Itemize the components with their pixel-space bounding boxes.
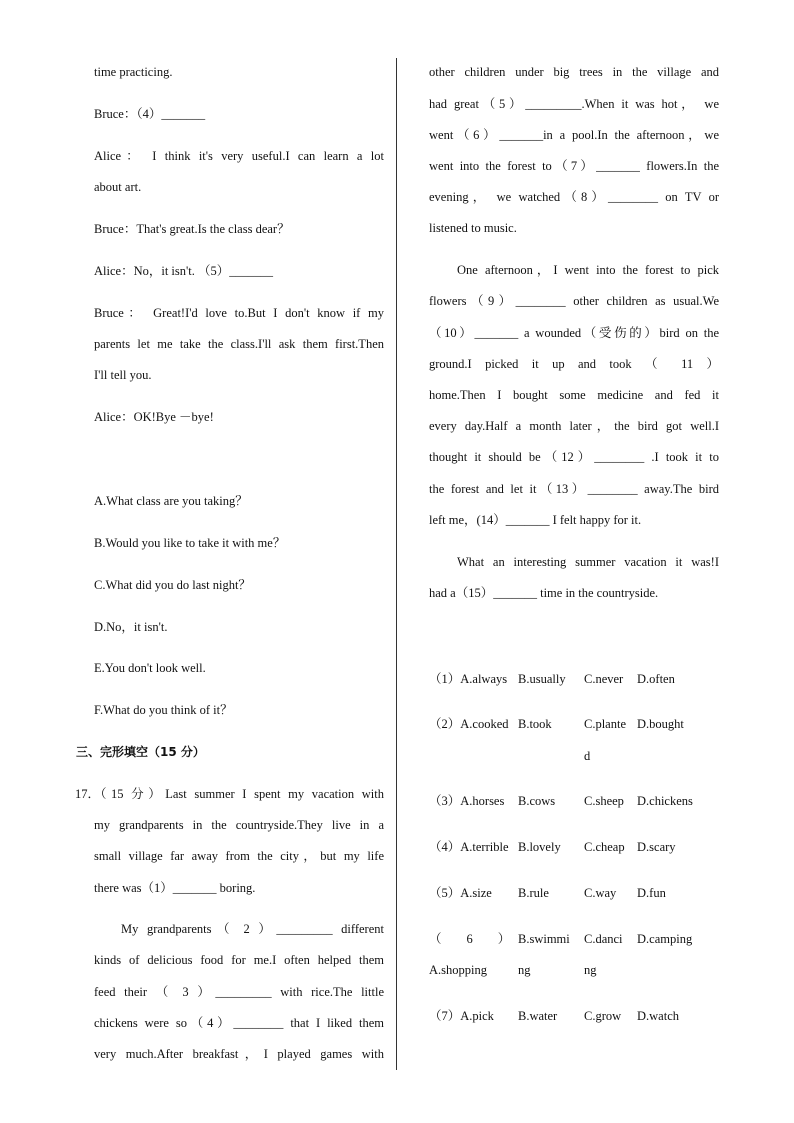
passage-line: feed their （ 3 ）_________ with rice.The little (94, 985, 384, 999)
dialogue-line: I'll tell you. (94, 368, 152, 382)
dialogue-line: parents let me take the class.I'll ask them first.Then (94, 337, 384, 351)
column-divider (396, 58, 397, 1070)
question-number: 17． (75, 787, 101, 801)
passage-line: chickens were so（4）________ that I liked them (94, 1016, 384, 1030)
option-row-2: （2）A.cooked B.took C.plante D.bought (429, 717, 684, 731)
passage-line: One afternoon，I went into the forest to pick (457, 263, 719, 277)
passage-line: What an interesting summer vacation it was!I (457, 555, 719, 569)
passage-line: kinds of delicious food for me.I often helped them (94, 953, 384, 967)
option-row-2-wrap: d (584, 749, 591, 763)
dialogue-line: time practicing. (94, 65, 173, 79)
choice-b: B.Would you like to take it with me？ (94, 536, 286, 550)
choice-f: F.What do you think of it？ (94, 703, 233, 717)
passage-line: ground.I picked it up and took （ 11 ） (429, 357, 719, 371)
passage-line: went（6）_______in a pool.In the afternoon，we (429, 128, 719, 142)
passage-line: My grandparents（ 2 ）_________ different (121, 922, 384, 936)
section-heading: 三、完形填空（15 分） (76, 745, 205, 759)
choice-a: A.What class are you taking？ (94, 494, 248, 508)
dialogue-line: Alice：OK!Bye －bye! (94, 410, 214, 424)
option-row-4: （4）A.terrible B.lovely C.cheap D.scary (429, 840, 676, 854)
passage-line: had a（15）_______ time in the countryside. (429, 586, 659, 600)
passage-line: left me，(14）_______ I felt happy for it. (429, 513, 642, 527)
option-row-1: （1）A.always B.usually C.never D.often (429, 672, 675, 686)
choice-c: C.What did you do last night？ (94, 578, 251, 592)
passage-line: the forest and let it（13）________ away.The bird (429, 482, 719, 496)
dialogue-line: Bruce： Great!I'd love to.But I don't know if my (94, 306, 384, 320)
passage-line: （10）_______ a wounded（受伤的）bird on the (429, 326, 719, 340)
passage-line: very much.After breakfast，I played games with (94, 1047, 384, 1061)
choice-e: E.You don't look well. (94, 661, 206, 675)
dialogue-line: Alice： I think it's very useful.I can learn a lot (94, 149, 384, 163)
choice-d: D.No，it isn't. (94, 620, 168, 634)
option-row-6: （ 6 ） B.swimmi C.danci D.camping (429, 932, 693, 946)
passage-line: flowers（9）________ other children as usual.We (429, 294, 719, 308)
dialogue-line: Bruce：That's great.Is the class dear？ (94, 222, 290, 236)
option-row-3: （3）A.horses B.cows C.sheep D.chickens (429, 794, 693, 808)
passage-line: 17． （15 分）Last summer I spent my vacation with (75, 787, 384, 801)
passage-line: every day.Half a month later，the bird got well.I (429, 419, 719, 433)
passage-line: thought it should be（12）________ .I took it to (429, 450, 719, 464)
dialogue-line: Alice：No，it isn't. （5）_______ (94, 264, 273, 278)
option-row-5: （5）A.size B.rule C.way D.fun (429, 886, 666, 900)
passage-line: there was（1）_______ boring. (94, 881, 256, 895)
passage-line: home.Then I bought some medicine and fed it (429, 388, 719, 402)
dialogue-line: about art. (94, 180, 142, 194)
dialogue-line: Bruce：（4）_______ (94, 107, 206, 121)
passage-line: evening， we watched（8）________ on TV or (429, 190, 719, 204)
passage-line: other children under big trees in the village and (429, 65, 719, 79)
passage-line: had great（5）_________.When it was hot， we (429, 97, 719, 111)
passage-line: small village far away from the city，but my life (94, 849, 384, 863)
passage-line: my grandparents in the countryside.They live in a (94, 818, 384, 832)
option-row-7: （7）A.pick B.water C.grow D.watch (429, 1009, 679, 1023)
passage-line: went into the forest to（7）_______ flowers.In the (429, 159, 719, 173)
option-row-6-wrap: A.shopping ng ng (429, 963, 597, 977)
passage-line: listened to music. (429, 221, 517, 235)
